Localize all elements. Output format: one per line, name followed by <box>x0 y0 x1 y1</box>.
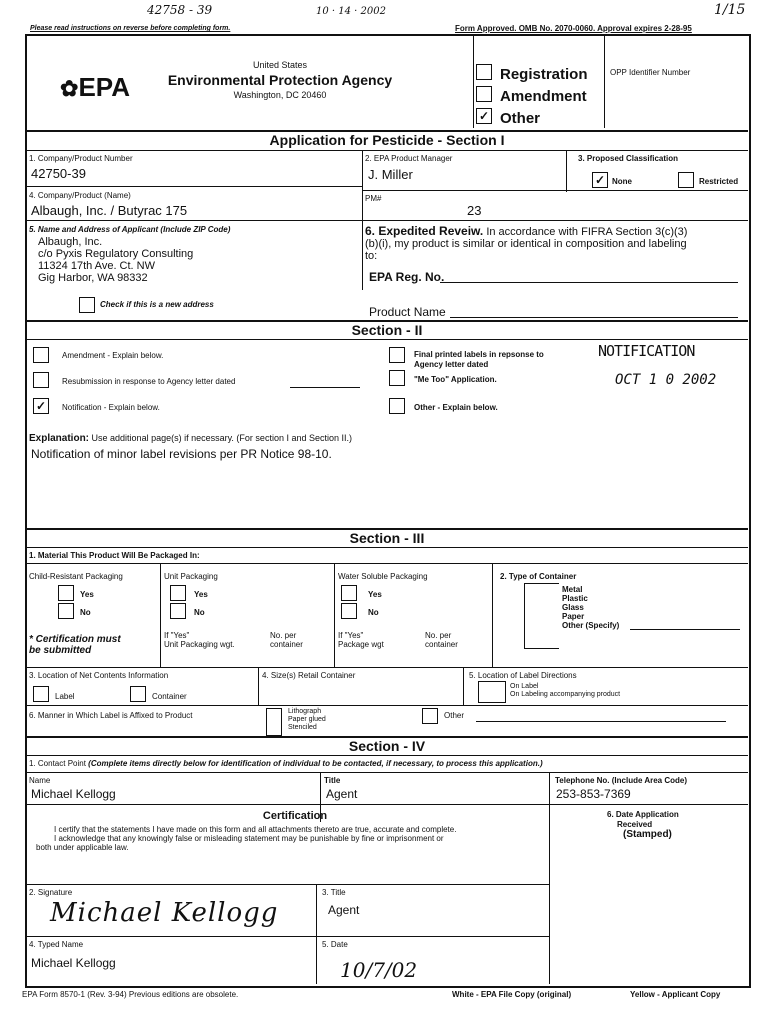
container-other-field[interactable] <box>630 629 740 630</box>
explanation-text[interactable]: Notification of minor label revisions per PR Notice 98-10. <box>31 447 332 461</box>
date-label: 5. Date <box>322 940 348 949</box>
resubmission-checkbox[interactable] <box>33 372 49 388</box>
epa-reg-no-field[interactable] <box>440 282 738 283</box>
label-affixed-other-checkbox[interactable] <box>422 708 438 724</box>
net-contents-location-label: 3. Location of Net Contents Information <box>29 671 169 680</box>
other-explain-label: Other - Explain below. <box>414 403 498 412</box>
proposed-classification-label: 3. Proposed Classification <box>578 154 679 163</box>
other-explain-checkbox[interactable] <box>389 398 405 414</box>
form-approved-note: Form Approved. OMB No. 2070-0060. Approval expires 2-28-95 <box>455 24 692 33</box>
date-value[interactable]: 10/7/02 <box>340 958 418 982</box>
yellow-copy-note: Yellow - Applicant Copy <box>630 990 721 999</box>
crp-yes-label: Yes <box>80 590 94 599</box>
handwritten-page-count: 1/15 <box>714 2 746 18</box>
applicant-address-label: 5. Name and Address of Applicant (Include ZIP Code) <box>29 225 231 234</box>
classification-restricted-checkbox[interactable] <box>678 172 694 188</box>
new-address-label: Check if this is a new address <box>100 300 214 309</box>
pm-number-label: PM# <box>365 194 382 203</box>
notification-checkbox[interactable]: ✓ <box>33 398 49 414</box>
unit-packaging-label: Unit Packaging <box>164 572 218 581</box>
crp-no-checkbox[interactable] <box>58 603 74 619</box>
container-type-checkbox-column[interactable] <box>524 583 559 649</box>
section-4-title: Section - IV <box>348 738 426 754</box>
me-too-label: "Me Too" Application. <box>414 375 497 384</box>
company-product-name-value[interactable]: Albaugh, Inc. / Butyrac 175 <box>31 203 188 218</box>
certification-title: Certification <box>262 810 328 822</box>
epa-reg-no-label: EPA Reg. No. <box>369 270 445 284</box>
unit-no-checkbox[interactable] <box>170 603 186 619</box>
signature-label: 2. Signature <box>29 888 73 897</box>
child-resistant-label: Child-Resistant Packaging <box>29 572 123 581</box>
label-affixed-checkbox[interactable] <box>266 708 282 736</box>
section-2-title: Section - II <box>351 322 423 338</box>
wsp-yes-label: Yes <box>368 590 382 599</box>
new-address-checkbox[interactable] <box>79 297 95 313</box>
wsp-no-label: No <box>368 608 379 617</box>
unit-yes-label: Yes <box>194 590 208 599</box>
amendment-explain-label: Amendment - Explain below. <box>62 351 164 360</box>
final-labels-label: Final printed labels in repsonse to <box>414 350 544 359</box>
instructions-note: Please read instructions on reverse before completing form. <box>30 25 231 32</box>
notification-stamp-date: OCT 1 0 2002 <box>615 372 717 388</box>
opp-identifier-label: OPP Identifier Number <box>610 68 691 77</box>
package-weight-label: If "Yes" Package wgt <box>338 631 384 649</box>
me-too-checkbox[interactable] <box>389 370 405 386</box>
classification-none-checkbox[interactable]: ✓ <box>592 172 608 188</box>
notification-stamp-title: NOTIFICATION <box>598 342 695 360</box>
epa-seal-icon: ✿ <box>60 76 79 101</box>
company-product-number-value[interactable]: 42750-39 <box>31 166 86 181</box>
signature-value[interactable]: Michael Kellogg <box>50 898 279 928</box>
wsp-no-checkbox[interactable] <box>341 603 357 619</box>
white-copy-note: White - EPA File Copy (original) <box>452 990 572 999</box>
pm-number-value[interactable]: 23 <box>467 203 482 218</box>
unit-packaging-weight-label: If "Yes" Unit Packaging wgt. <box>164 631 235 649</box>
other-option: Other <box>500 110 541 127</box>
classification-none-label: None <box>612 177 632 186</box>
contact-point-label: 1. Contact Point (Complete items directly below for identification of individual to be contacted, if necessary, to process this application.) <box>29 759 543 768</box>
date-application-received: 6. Date Application Received (Stamped) <box>607 810 679 840</box>
telephone-label: Telephone No. (Include Area Code) <box>555 776 688 785</box>
resubmission-date-field[interactable] <box>290 387 360 388</box>
telephone-value[interactable]: 253-853-7369 <box>556 787 631 801</box>
unit-no-label: No <box>194 608 205 617</box>
typed-name-label: 4. Typed Name <box>29 940 84 949</box>
handwritten-date: 10 · 14 · 2002 <box>316 6 386 17</box>
agency-country: United States <box>252 60 308 70</box>
product-name-label: Product Name <box>369 305 446 319</box>
amendment-checkbox[interactable] <box>476 86 492 102</box>
water-soluble-label: Water Soluble Packaging <box>338 572 428 581</box>
form-number: EPA Form 8570-1 (Rev. 3-94) Previous editions are obsolete. <box>22 990 239 999</box>
net-contents-container-checkbox[interactable] <box>130 686 146 702</box>
crp-yes-checkbox[interactable] <box>58 585 74 601</box>
label-directions-options: On Label On Labeling accompanying product <box>510 683 621 698</box>
label-affixed-other-field[interactable] <box>476 721 726 722</box>
classification-restricted-label: Restricted <box>699 177 739 186</box>
registration-option: Registration <box>500 66 588 83</box>
label-affixed-options: Lithograph Paper glued Stenciled <box>288 708 326 731</box>
unit-yes-checkbox[interactable] <box>170 585 186 601</box>
contact-title-value[interactable]: Agent <box>326 787 358 801</box>
epa-logo: ✿EPA <box>60 72 130 102</box>
signature-title-label: 3. Title <box>322 888 346 897</box>
container-type-options: Metal Plastic Glass Paper Other (Specify) <box>562 585 620 630</box>
other-checkbox[interactable]: ✓ <box>476 108 492 124</box>
company-product-name-label: 4. Company/Product (Name) <box>29 191 131 200</box>
contact-title-label: Title <box>324 776 341 785</box>
explanation-label: Explanation: Use additional page(s) if necessary. (For section I and Section II.) <box>29 433 352 444</box>
product-manager-value[interactable]: J. Miller <box>368 167 413 182</box>
label-affixed-other-label: Other <box>444 711 465 720</box>
product-name-field[interactable] <box>450 317 738 318</box>
applicant-address-value[interactable]: Albaugh, Inc. c/o Pyxis Regulatory Consulting 11324 17th Ave. Ct. NW Gig Harbor, WA 98332 <box>38 236 194 284</box>
amendment-option: Amendment <box>500 88 587 105</box>
container-type-label: 2. Type of Container <box>500 572 577 581</box>
certification-note: * Certification must be submitted <box>29 634 121 656</box>
typed-name-value[interactable]: Michael Kellogg <box>31 956 116 970</box>
net-contents-label-checkbox[interactable] <box>33 686 49 702</box>
section-1-title: Application for Pesticide - Section I <box>269 132 505 148</box>
wsp-yes-checkbox[interactable] <box>341 585 357 601</box>
notification-label: Notification - Explain below. <box>62 403 160 412</box>
company-product-number-label: 1. Company/Product Number <box>29 154 133 163</box>
crp-no-label: No <box>80 608 91 617</box>
agency-letter-dated-label: Agency letter dated <box>414 360 489 369</box>
registration-checkbox[interactable] <box>476 64 492 80</box>
net-contents-label-option: Label <box>55 692 75 701</box>
net-contents-container-option: Container <box>152 692 187 701</box>
label-affixed-label: 6. Manner in Which Label is Affixed to Product <box>29 711 193 720</box>
signature-title-value[interactable]: Agent <box>328 903 360 917</box>
agency-name: Environmental Protection Agency <box>167 72 393 88</box>
final-labels-checkbox[interactable] <box>389 347 405 363</box>
contact-name-label: Name <box>29 776 51 785</box>
label-directions-location-label: 5. Location of Label Directions <box>469 671 577 680</box>
product-manager-label: 2. EPA Product Manager <box>365 154 453 163</box>
contact-name-value[interactable]: Michael Kellogg <box>31 787 116 801</box>
resubmission-label: Resubmission in response to Agency letter dated <box>62 377 236 386</box>
label-directions-checkbox[interactable] <box>478 681 506 703</box>
packaging-material-label: 1. Material This Product Will Be Packaged In: <box>29 551 200 560</box>
unit-no-per-container-label: No. per container <box>270 631 303 649</box>
retail-container-size-label: 4. Size(s) Retail Container <box>262 671 356 680</box>
amendment-explain-checkbox[interactable] <box>33 347 49 363</box>
certification-statement: I certify that the statements I have made on this form and all attachments thereto are true, accurate and complete. I acknowledge that any knowingly false or misleading statement may be punishable by fine or imprisonment or both under applicable law. <box>36 825 457 852</box>
package-no-per-container-label: No. per container <box>425 631 458 649</box>
agency-address: Washington, DC 20460 <box>233 90 327 100</box>
handwritten-file-number: 42758 - 39 <box>147 3 213 17</box>
expedited-review-text: 6. Expedited Reveiw. In accordance with FIFRA Section 3(c)(3) (b)(i), my product is similar or identical in composition and labeling to: <box>365 224 688 262</box>
section-3-title: Section - III <box>349 530 425 546</box>
